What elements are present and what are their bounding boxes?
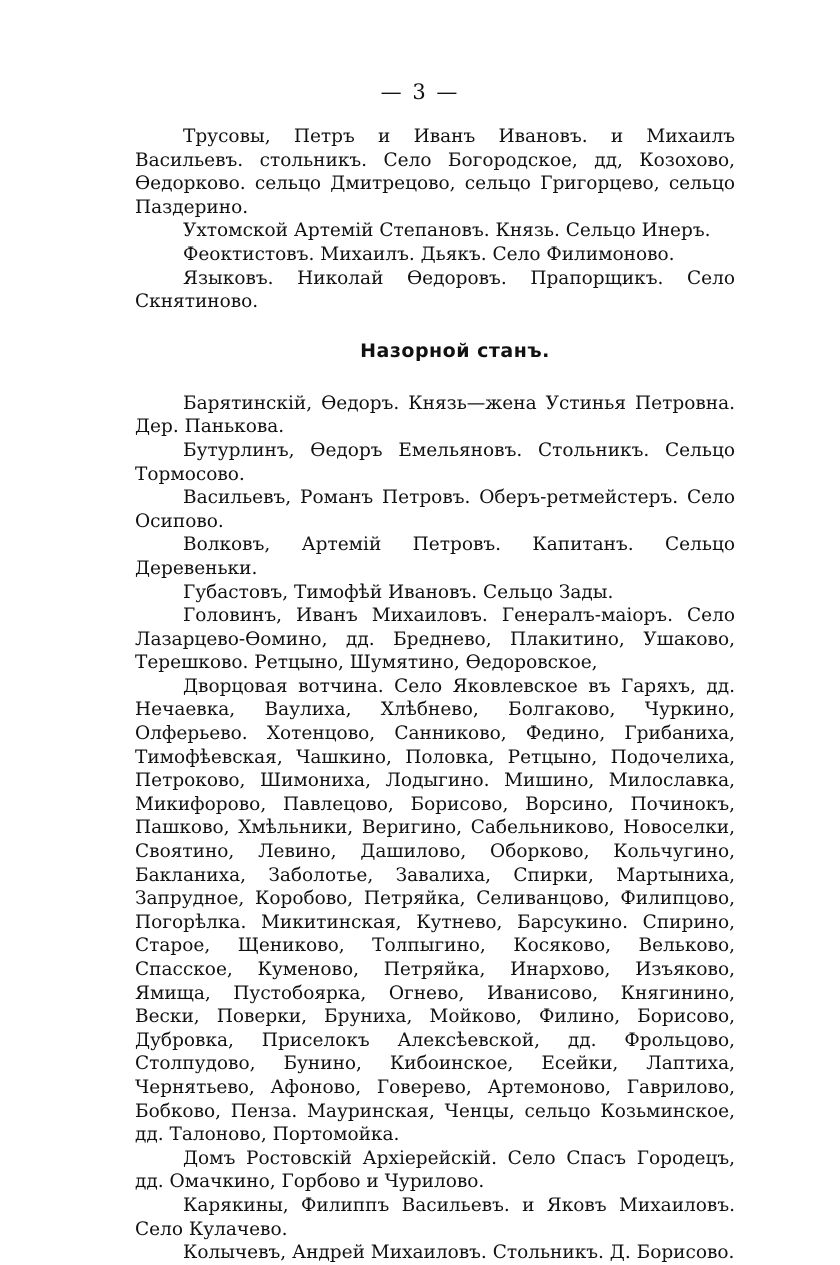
entry-text: Барятинскій, Өедоръ. Князь—жена Устинья Петровна. Дер. Панькова. (135, 392, 735, 438)
entry-paragraph (135, 219, 735, 243)
entry-paragraph (135, 675, 735, 1147)
entry-paragraph (135, 439, 735, 486)
entry-paragraph (135, 243, 735, 267)
entry-paragraph (135, 392, 735, 439)
page-number: — 3 — (380, 80, 460, 104)
entry-paragraph (135, 1194, 735, 1241)
entry-text: Языковъ. Николай Өедоровъ. Прапорщикъ. Село Скнятиново. (135, 267, 735, 313)
section-heading: Назорной станъ. (360, 339, 550, 362)
entry-text: Губастовъ, Тимофѣй Ивановъ. Сельцо Зады. (183, 581, 614, 603)
entry-paragraph (135, 267, 735, 314)
entry-text: Трусовы, Петръ и Иванъ Ивановъ. и Михаилъ Васильевъ. стольникъ. Село Богородское, дд, Козохово, Өедорково. сельцо Дмитрецово, сельцо Григорцево, сельцо Паздерино. (135, 126, 735, 218)
body-text (135, 125, 735, 1265)
entry-paragraph (135, 533, 735, 580)
entry-text: Васильевъ, Романъ Петровъ. Оберъ-ретмейстеръ. Село Осипово. (135, 487, 735, 532)
entry-text: Ухтомской Артемій Степановъ. Князь. Сельцо Инеръ. (183, 220, 711, 242)
entry-text: Дворцовая вотчина. Село Яковлевское въ Гаряхъ, дд. Нечаевка, Ваулиха, Хлѣбнево, Болгаково, Чуркино, Олферьево. Хотенцово, Санниково, Федино, Грибаниха, Тимофѣевская, Чашкино, Половка, Ретцыно, Подочелиха, Петроково, Шимониха, Лодыгино. Мишино, Милославка, Микифорово, Павлецово, Борисово, Ворсино, Починокъ, Пашково, Хмѣльники, Веригино, Сабельниково, Новоселки, Своятино, Левино, Дашилово, Оборково, Кольчугино, Бакланиха, Заболотье, Завалиха, Спирки, Мартыниха, Запрудное, Коробово, Петряйка, Селиванцово, Филипцово, Погорѣлка. Микитинская, Кутнево, Барсукино. Спирино, Старое, Щениково, Толпыгино, Косяково, Вельково, Спасское, Куменово, Петряйка, Инархово, Изъяково, Ямища, Пустобоярка, Огнево, Иванисово, Княгинино, Вески, Поверки, Бруниха, Мойково, Филино, Борисово, Дубровка, Приселокъ Алексѣевской, дд. Фрольцово, Столпудово, Бунино, Кибоинское, Есейки, Лаптиха, Чернятьево, Афоново, Говерево, Артемоново, Гаврилово, Бобково, Пенза. Мауринская, Ченцы, сельцо Козьминское, дд. Талоново, Портомойка. (135, 675, 735, 1146)
entry-paragraph (135, 1241, 735, 1265)
entry-text: Феоктистовъ. Михаилъ. Дьякъ. Село Филимоново. (183, 243, 675, 265)
entry-text: Головинъ, Иванъ Михаиловъ. Генералъ-маіоръ. Село Лазарцево-Өомино, дд. Бреднево, Плакитино, Ушаково, Терешково. Ретцыно, Шумятино, Өедоровское, (135, 605, 735, 674)
entry-paragraph (135, 125, 735, 219)
entry-paragraph (135, 486, 735, 533)
entry-text: Карякины, Филиппъ Васильевъ. и Яковъ Михаиловъ. Село Кулачево. (135, 1194, 735, 1240)
entry-text: Домъ Ростовскій Архіерейскій. Село Спасъ Городецъ, дд. Омачкино, Горбово и Чурилово. (135, 1147, 735, 1193)
entry-paragraph (135, 1147, 735, 1194)
entry-paragraph (135, 604, 735, 675)
entry-text: Колычевъ, Андрей Михаиловъ. Стольникъ. Д. Борисово. (183, 1242, 735, 1264)
entry-text: Бутурлинъ, Өедоръ Емельяновъ. Стольникъ. Сельцо Тормосово. (135, 439, 735, 485)
entry-paragraph (135, 581, 735, 605)
entry-text: Волковъ, Артемій Петровъ. Капитанъ. Сельцо Деревеньки. (135, 534, 735, 579)
